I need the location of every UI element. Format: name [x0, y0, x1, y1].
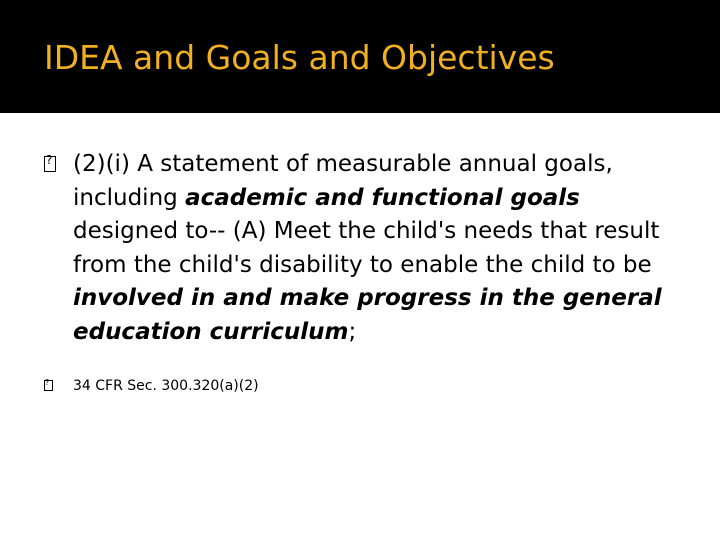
emphasis-academic-functional-goals: academic and functional goals — [185, 184, 580, 211]
citation-text: 34 CFR Sec. 300.320(a)(2) — [73, 378, 259, 394]
bullet-text-1: (2)(i) A statement of measurable annual goals, including — [73, 151, 613, 211]
bullet-icon — [44, 380, 53, 391]
emphasis-general-curriculum: involved in and make progress in the general education curriculum — [73, 285, 662, 345]
bullet-item-statement — [44, 148, 684, 349]
bullet-text-3: ; — [348, 318, 357, 345]
slide-title: IDEA and Goals and Objectives — [44, 38, 555, 77]
slide-body — [44, 148, 684, 349]
bullet-text-2: designed to-- (A) Meet the child's needs that result from the child's disability to enable the child to be — [73, 218, 660, 278]
bullet-item-citation — [44, 378, 259, 394]
bullet-icon — [44, 148, 73, 182]
title-bar — [0, 0, 720, 113]
